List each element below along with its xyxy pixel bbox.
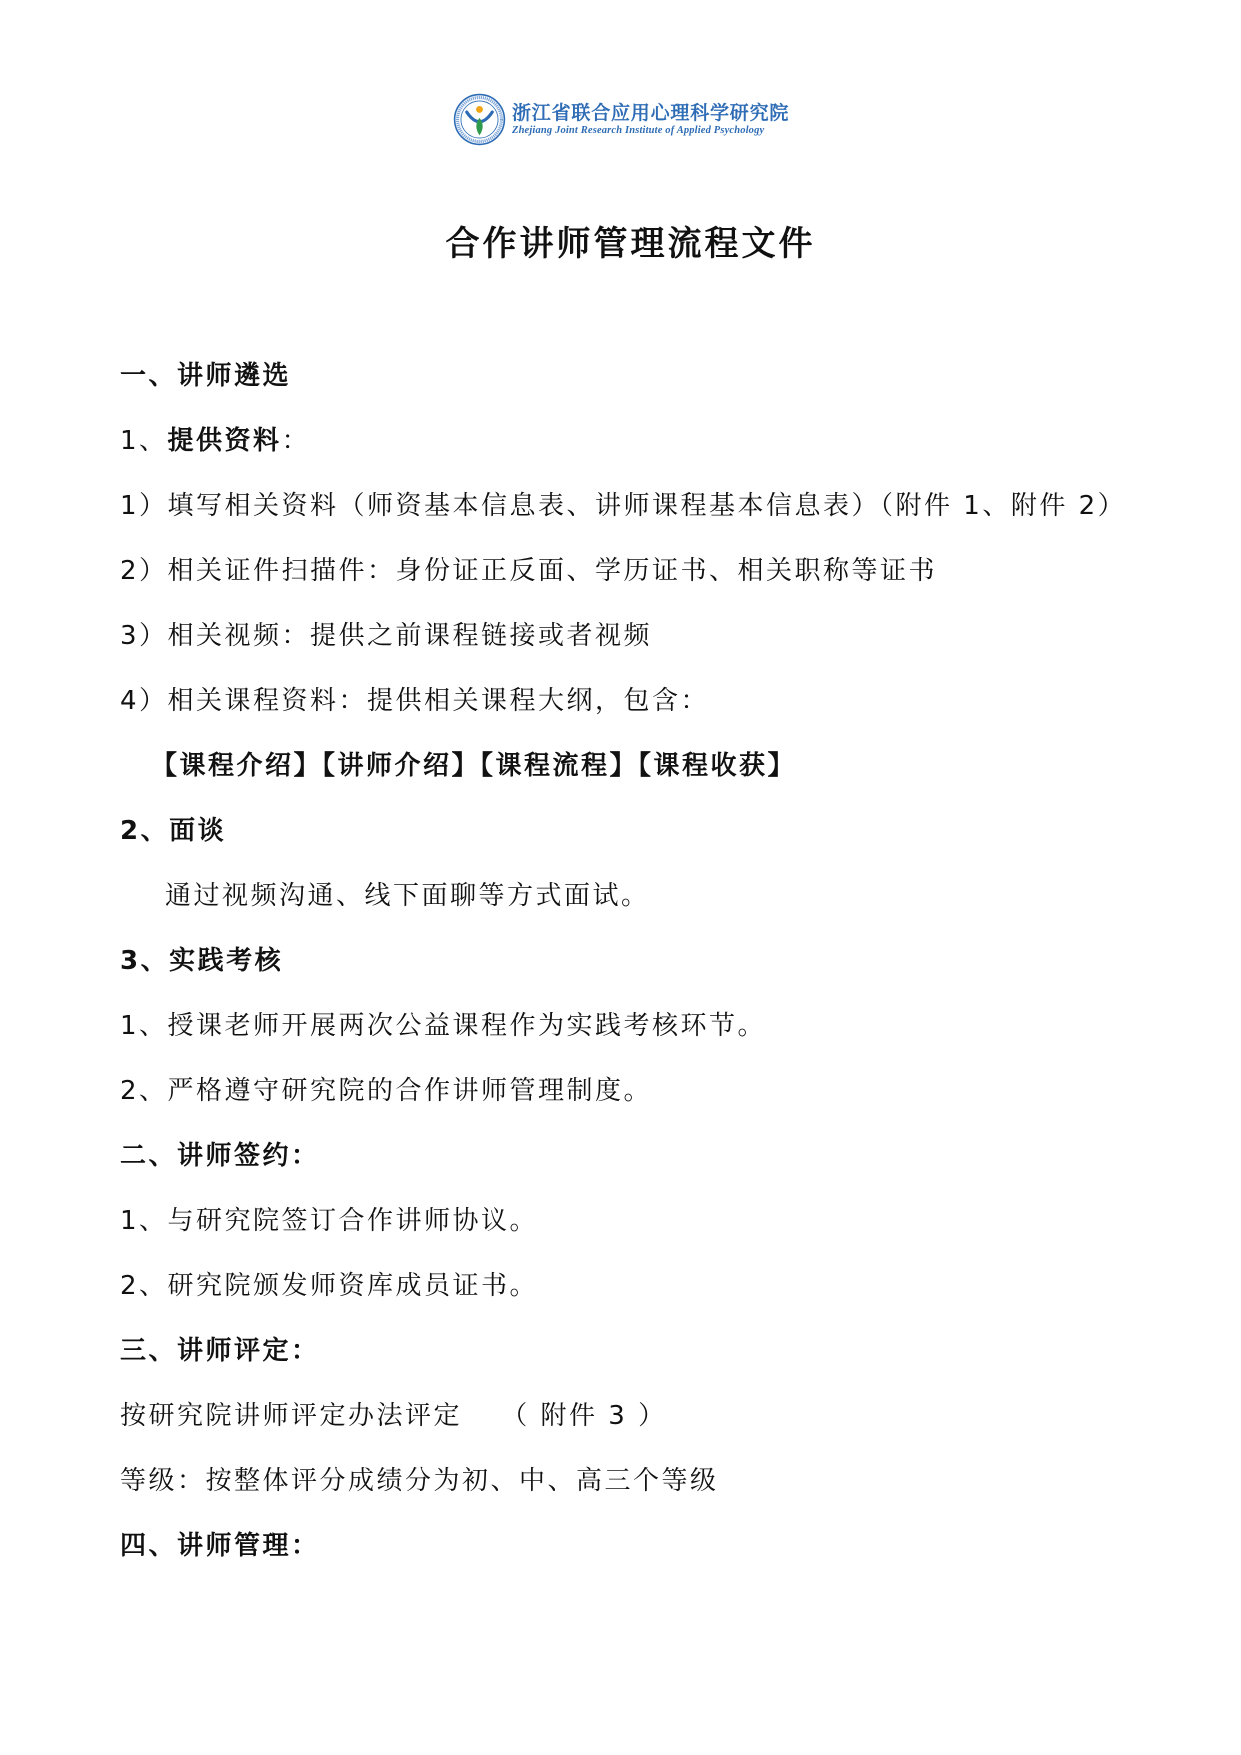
section-4-heading: 四、讲师管理： — [120, 1531, 320, 1561]
course-outline-parts: 【课程介绍】【讲师介绍】【课程流程】【课程收获】 — [151, 751, 797, 781]
sub1-number: 1、 — [120, 426, 168, 456]
practice-item-2: 2、严格遵守研究院的合作讲师管理制度。 — [120, 1076, 653, 1106]
interview-text: 通过视频沟通、线下面聊等方式面试。 — [165, 881, 650, 911]
document-title: 合作讲师管理流程文件 — [445, 224, 816, 264]
document-body — [120, 344, 1220, 1579]
practice-item-1: 1、授课老师开展两次公益课程作为实践考核环节。 — [120, 1011, 767, 1041]
signing-item-2: 2、研究院颁发师资库成员证书。 — [120, 1271, 539, 1301]
institute-emblem-icon — [453, 93, 506, 146]
sub1-label: 提供资料 — [167, 426, 282, 456]
institute-logo — [453, 92, 789, 146]
evaluation-item-1: 按研究院讲师评定办法评定 （ 附件 3 ） — [120, 1401, 667, 1431]
org-name-cn: 浙江省联合应用心理科学研究院 — [512, 101, 790, 124]
signing-item-1: 1、与研究院签订合作讲师协议。 — [120, 1206, 539, 1236]
section-1-heading: 一、讲师遴选 — [120, 361, 292, 391]
evaluation-item-2: 等级：按整体评分成绩分为初、中、高三个等级 — [120, 1466, 719, 1496]
materials-item-2: 2）相关证件扫描件：身份证正反面、学历证书、相关职称等证书 — [120, 556, 938, 586]
sub1-colon: ： — [281, 426, 311, 456]
section-2-heading: 二、讲师签约： — [120, 1141, 320, 1171]
materials-item-4: 4）相关课程资料：提供相关课程大纲，包含： — [120, 686, 710, 716]
logo-text — [512, 92, 789, 146]
section-1-sub1-heading — [120, 409, 1220, 474]
org-name-en: Zhejiang Joint Research Institute of Applied Psychology — [512, 124, 765, 136]
section-1-sub3-heading: 3、实践考核 — [120, 946, 284, 976]
materials-item-1: 1）填写相关资料（师资基本信息表、讲师课程基本信息表）（附件 1、附件 2） — [120, 491, 1127, 521]
materials-item-3: 3）相关视频：提供之前课程链接或者视频 — [120, 621, 653, 651]
section-1-sub2-heading: 2、面谈 — [120, 816, 227, 846]
section-3-heading: 三、讲师评定： — [120, 1336, 320, 1366]
